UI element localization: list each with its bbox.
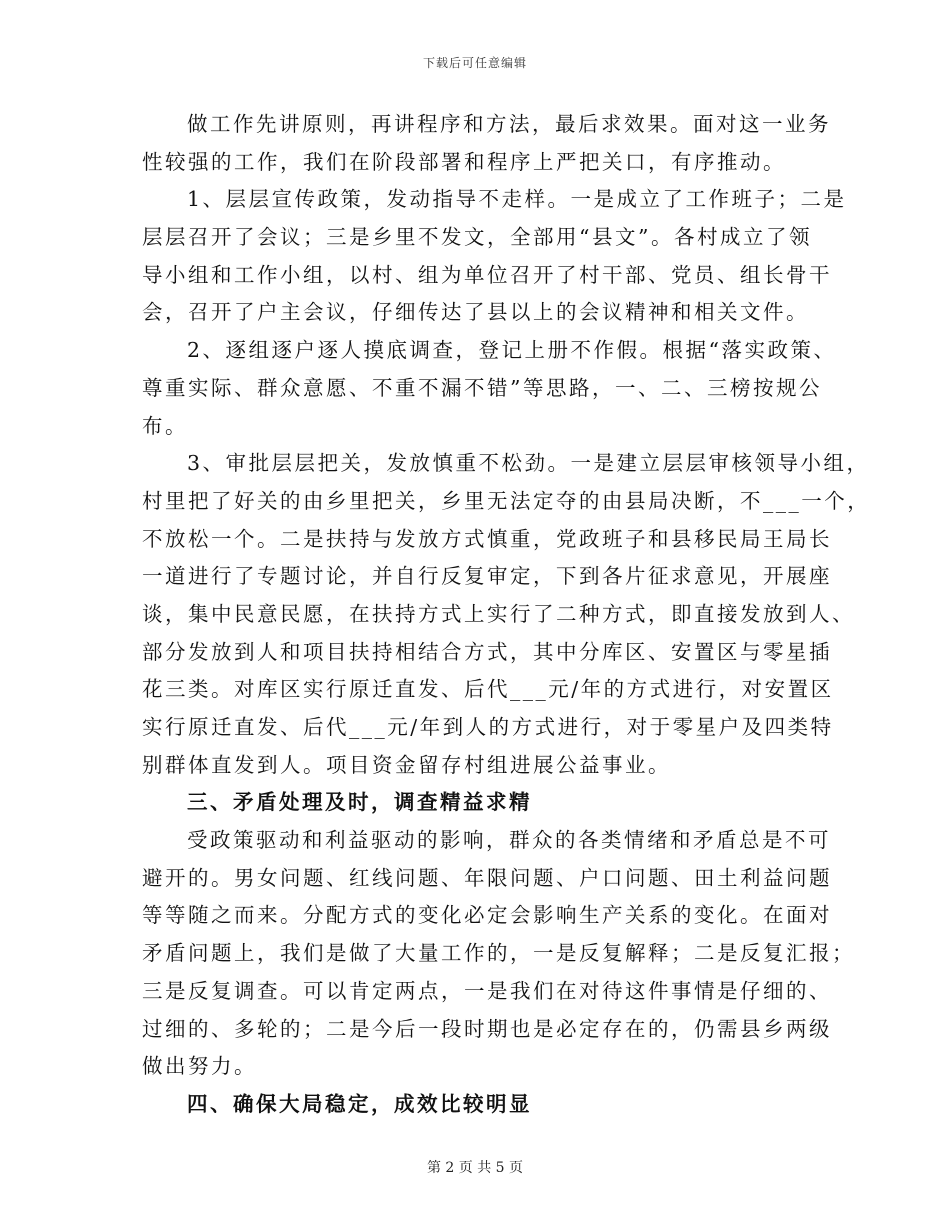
- paragraph-line: 过细的、多轮的；二是今后一段时期也是必定存在的，仍需县乡两级: [142, 1016, 832, 1041]
- paragraph-line: 导小组和工作小组，以村、组为单位召开了村干部、党员、组长骨干: [142, 262, 832, 287]
- paragraph-line: 做工作先讲原则，再讲程序和方法，最后求效果。面对这一业务: [187, 112, 831, 136]
- paragraph-line: 不放松一个。二是扶持与发放方式慎重，党政班子和县移民局王局长: [142, 526, 832, 551]
- paragraph-line: 别群体直发到人。项目资金留存村组进展公益事业。: [142, 752, 671, 777]
- paragraph-line: 部分发放到人和项目扶持相结合方式，其中分库区、安置区与零星插: [142, 639, 832, 664]
- paragraph-line: 3、审批层层把关，发放慎重不松劲。一是建立层层审核领导小组，: [187, 451, 870, 476]
- paragraph-line: 等等随之而来。分配方式的变化必定会影响生产关系的变化。在面对: [142, 903, 832, 928]
- section-heading: 四、确保大局稳定，成效比较明显: [187, 1091, 532, 1116]
- paragraph-line: 村里把了好关的由乡里把关，乡里无法定夺的由县局决断，不___一个，: [142, 488, 871, 513]
- paragraph-line: 避开的。男女问题、红线问题、年限问题、户口问题、田土利益问题: [142, 865, 832, 890]
- paragraph-line: 尊重实际、群众意愿、不重不漏不错”等思路，一、二、三榜按规公: [142, 375, 822, 400]
- paragraph-line: 性较强的工作，我们在阶段部署和程序上严把关口，有序推动。: [142, 149, 786, 174]
- paragraph-line: 2、逐组逐户逐人摸底调查，登记上册不作假。根据“落实政策、: [187, 338, 837, 363]
- paragraph-line: 1、层层宣传政策，发动指导不走样。一是成立了工作班子；二是: [187, 187, 847, 212]
- paragraph-line: 会，召开了户主会议，仔细传达了县以上的会议精神和相关文件。: [142, 300, 809, 325]
- page-header: 下载后可任意编辑: [422, 56, 527, 70]
- paragraph-line: 实行原迁直发、后代___元/年到人的方式进行，对于零星户及四类特: [142, 715, 834, 739]
- paragraph-line: 一道进行了专题讨论，并自行反复审定，下到各片征求意见，开展座: [142, 564, 832, 589]
- paragraph-line: 矛盾问题上，我们是做了大量工作的，一是反复解释；二是反复汇报；: [142, 941, 855, 966]
- paragraph-line: 三是反复调查。可以肯定两点，一是我们在对待这件事情是仔细的、: [142, 978, 832, 1003]
- document-body: [142, 106, 871, 1124]
- paragraph-line: 层层召开了会议；三是乡里不发文，全部用“县文”。各村成立了领: [142, 225, 812, 250]
- paragraph-line: 花三类。对库区实行原迁直发、后代___元/年的方式进行，对安置区: [142, 677, 834, 702]
- paragraph-line: 受政策驱动和利益驱动的影响，群众的各类情绪和矛盾总是不可: [187, 828, 831, 853]
- page-footer: 第 2 页 共 5 页: [426, 1160, 524, 1176]
- paragraph-line: 做出努力。: [142, 1054, 257, 1079]
- section-heading: 三、矛盾处理及时，调查精益求精: [187, 790, 532, 815]
- paragraph-line: 布。: [142, 413, 188, 438]
- paragraph-line: 谈，集中民意民愿，在扶持方式上实行了二种方式，即直接发放到人、: [142, 601, 855, 626]
